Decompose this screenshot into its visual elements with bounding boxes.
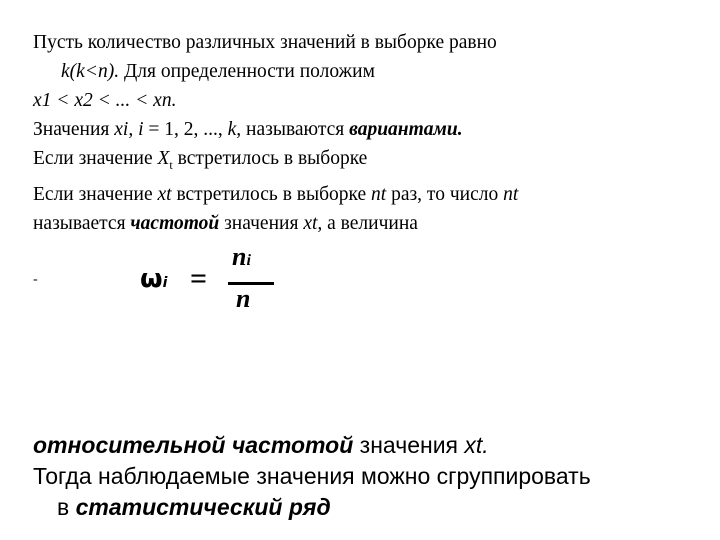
line-1: [33, 28, 693, 57]
line-7-a: называется: [33, 212, 131, 234]
term-statistical-series: статистический ряд: [75, 494, 331, 520]
formula-lhs: [140, 264, 167, 294]
line-2: [33, 57, 693, 86]
formula-numerator: [232, 242, 251, 272]
line-4-e: называются: [241, 119, 350, 140]
bottom-line-1: [33, 430, 693, 461]
line-4: [33, 115, 693, 144]
bottom-line-2: [33, 461, 693, 492]
line-6-a: Если значение: [33, 183, 158, 205]
formula-denominator: n: [236, 284, 251, 313]
bullet-dash: -: [33, 272, 38, 287]
line-4-a: Значения: [33, 119, 115, 140]
line-2-text: Для определенности положим: [119, 61, 375, 82]
numerator-subscript: i: [246, 252, 251, 269]
line-1-text: Пусть количество различных значений в выборке равно: [33, 32, 497, 53]
line-3: [33, 86, 693, 115]
definition-text: [33, 28, 693, 238]
bottom-line-1-c: xt.: [464, 432, 489, 458]
line-3-text: x1 < x2 < ... < xn.: [33, 90, 177, 111]
bottom-line-3-a: в: [57, 494, 76, 520]
term-relative-frequency: относительной частотой: [33, 432, 354, 458]
line-7-d: xt,: [303, 212, 323, 234]
numerator-n: n: [232, 242, 247, 271]
line-5-a: Если значение: [33, 148, 158, 169]
conclusion-text: [33, 430, 693, 523]
line-5: [33, 144, 693, 180]
line-7: [33, 209, 693, 238]
fraction-bar: [228, 282, 274, 285]
line-4-b: xi, i: [114, 119, 144, 140]
line-4-d: k,: [227, 119, 242, 140]
line-4-c: = 1, 2, ...,: [143, 119, 228, 140]
line-7-e: а величина: [322, 212, 418, 234]
omega-subscript: i: [162, 275, 168, 291]
line-6-f: nt: [503, 183, 519, 205]
line-5-d: встретилось в выборке: [172, 148, 368, 169]
term-variants: вариантами.: [349, 119, 463, 140]
bottom-line-2-text: Тогда наблюдаемые значения можно сгруппировать: [33, 463, 591, 489]
line-2-italic: k(k<n).: [61, 61, 120, 82]
term-frequency: частотой: [130, 212, 220, 234]
line-6: [33, 180, 693, 209]
omega-symbol: ω: [140, 264, 163, 294]
relative-frequency-formula: [140, 242, 300, 318]
line-5-sub: t: [169, 157, 173, 172]
line-6-d: nt: [371, 183, 387, 205]
bottom-line-1-b: значения: [353, 432, 465, 458]
line-7-c: значения: [219, 212, 304, 234]
line-6-c: встретилось в выборке: [171, 183, 372, 205]
line-6-b: xt: [157, 183, 172, 205]
line-5-b: X: [157, 148, 170, 169]
line-6-e: раз, то число: [386, 183, 504, 205]
bottom-line-3: [33, 492, 693, 523]
equals-sign: =: [190, 262, 208, 295]
